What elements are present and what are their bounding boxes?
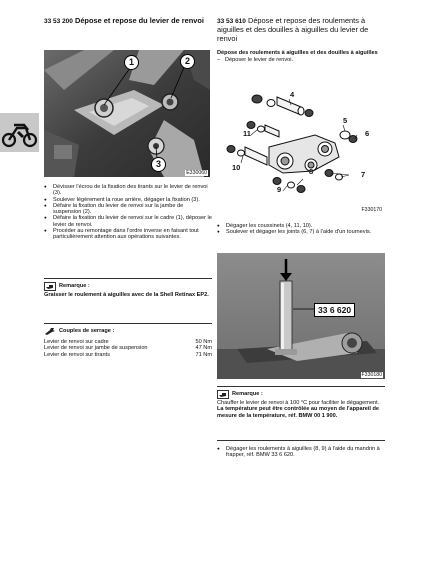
left-remark <box>44 282 212 298</box>
callout-1: 1 <box>124 55 139 70</box>
exploded-diagram-drawing <box>217 85 385 215</box>
tool-label: 33 6 620 <box>314 303 355 317</box>
torque-label-2: Levier de renvoi sur jambe de suspension <box>44 345 148 352</box>
left-steps <box>44 184 212 241</box>
remark-hand-icon-2 <box>217 390 229 399</box>
wrench-icon <box>44 327 56 336</box>
chapter-tab <box>0 113 39 152</box>
right-last-step: ● Dégager les roulements à aiguilles (8, 9) à l'aide du mandrin à frapper, réf. BMW 33 6 620. <box>217 446 385 459</box>
tool-photo <box>217 253 385 379</box>
torque-value-3: 71 Nm <box>195 351 212 358</box>
left-remark-rule <box>44 278 212 279</box>
callout-2: 2 <box>180 54 195 69</box>
right-column <box>217 17 387 63</box>
right-subhead: Dépose des roulements à aiguilles et des douilles à aiguilles <box>217 50 378 57</box>
diagram-label-6: 6 <box>365 129 370 138</box>
left-step-3: ● Défaire la fixation du levier de renvoi sur la jambe de suspension (2). <box>44 203 212 216</box>
right-remark <box>217 390 385 419</box>
diagram-label-5: 5 <box>343 116 348 125</box>
right-remark-end-rule <box>217 440 385 441</box>
torque-label-1: Levier de renvoi sur cadre <box>44 339 109 345</box>
lever-photo-id: E330060 <box>186 170 207 176</box>
left-section-title: Dépose et repose du levier de renvoi <box>74 16 204 25</box>
right-step-1: ● Dégager les coussinets (4, 11, 10). <box>217 223 385 229</box>
diagram-label-8: 8 <box>309 167 314 176</box>
left-step-5: ● Procéder au remontage dans l'ordre inverse en faisant tout particulièrement attention aux opérations suivantes. <box>44 228 212 241</box>
diagram-label-7: 7 <box>361 170 366 179</box>
tool-photo-drawing <box>217 253 385 379</box>
right-step-2: ● Soulever et dégager les joints (6, 7) à l'aide d'un tournevis. <box>217 229 385 235</box>
right-remark-title: Remarque : <box>232 391 263 398</box>
right-remark-line-2: La température peut être contrôlée au moyen de l'appareil de mesure de la température, réf. BMW 00 1 900. <box>217 406 380 419</box>
motorcycle-suspension-icon <box>0 113 39 152</box>
torque-value-1: 50 Nm <box>195 339 212 345</box>
diagram-label-11: 11 <box>243 129 251 138</box>
torque-rule <box>44 323 212 324</box>
torque-block <box>44 327 212 358</box>
left-remark-title: Remarque : <box>59 283 90 290</box>
torque-title: Couples de serrage : <box>59 328 115 335</box>
left-column <box>44 17 214 26</box>
exploded-diagram <box>217 85 385 215</box>
right-last-steps <box>217 446 385 459</box>
right-section-code: 33 53 610 <box>217 18 246 25</box>
torque-label-3: Levier de renvoi sur tirants <box>44 351 110 358</box>
left-heading <box>44 17 214 26</box>
left-step-4: ● Défaire la fixation du levier de renvoi sur le cadre (1), déposer le levier de renvoi. <box>44 215 212 228</box>
right-steps <box>217 223 385 236</box>
diagram-label-4: 4 <box>290 90 295 99</box>
remark-hand-icon <box>44 282 56 291</box>
torque-row-3 <box>44 352 212 358</box>
right-first-step: – Déposer le levier de renvoi. <box>217 57 387 63</box>
right-remark-rule <box>217 386 385 387</box>
right-section-title: Dépose et repose des roulements à aiguilles et des douilles à aiguilles du levier de renvoi <box>217 16 369 43</box>
left-step-2: ● Soulever légèrement la roue arrière, dégager la fixation (3). <box>44 197 212 203</box>
lever-photo <box>44 50 210 177</box>
diagram-label-9: 9 <box>277 185 282 194</box>
diagram-id: F330170 <box>361 207 382 213</box>
torque-value-2: 47 Nm <box>195 345 212 352</box>
callout-3: 3 <box>151 157 166 172</box>
left-step-1: ● Dévisser l'écrou de la fixation des tirants sur le levier de renvoi (3). <box>44 184 212 197</box>
left-remark-text: Graisser le roulement à aiguilles avec de la Shell Retinax EP2. <box>44 292 209 298</box>
tool-photo-id: F330180 <box>361 372 382 378</box>
right-remark-line-1: Chauffer le levier de renvoi à 100 °C pour faciliter le dégagement. <box>217 400 380 406</box>
right-heading <box>217 17 387 43</box>
diagram-label-10: 10 <box>232 163 241 172</box>
left-section-code: 33 53 200 <box>44 18 73 25</box>
